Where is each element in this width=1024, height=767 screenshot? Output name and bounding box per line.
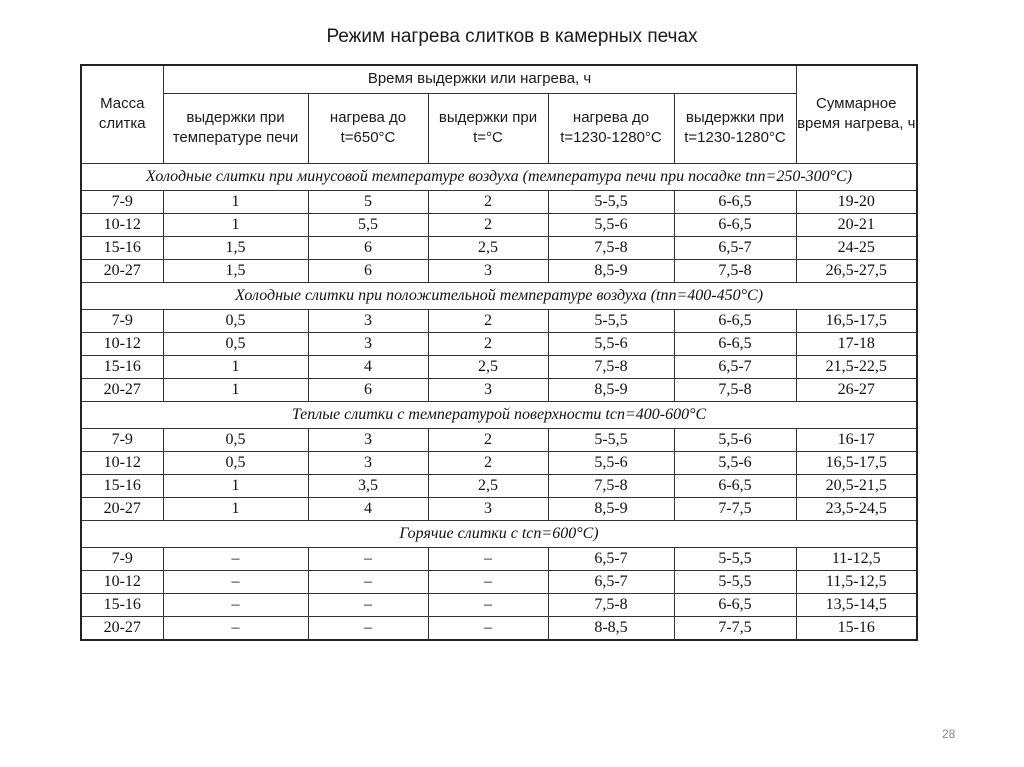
header-col-4: нагрева до t=1230-1280°С — [548, 93, 674, 163]
table-cell: 10-12 — [81, 213, 163, 236]
group-title: Холодные слитки при положительной температуре воздуха (tпп=400-450°С) — [81, 282, 917, 309]
table-cell: 7-9 — [81, 309, 163, 332]
table-cell: 1,5 — [163, 236, 308, 259]
table-cell: 10-12 — [81, 570, 163, 593]
table-cell: 10-12 — [81, 332, 163, 355]
table-cell: 7-9 — [81, 547, 163, 570]
table-cell: 1 — [163, 355, 308, 378]
table-cell: 6-6,5 — [674, 593, 796, 616]
table-cell: 5,5-6 — [674, 451, 796, 474]
table-row — [81, 497, 917, 520]
header-mass: Масса слитка — [81, 65, 163, 163]
table-row — [81, 474, 917, 497]
group-row — [81, 282, 917, 309]
table-cell: 8,5-9 — [548, 378, 674, 401]
table-cell: 5-5,5 — [674, 570, 796, 593]
table-row — [81, 332, 917, 355]
table-cell: 16,5-17,5 — [796, 309, 917, 332]
table-cell: 6,5-7 — [548, 570, 674, 593]
table-cell: 6 — [308, 259, 428, 282]
table-cell: 7-9 — [81, 190, 163, 213]
table-cell: 13,5-14,5 — [796, 593, 917, 616]
table-cell: 2,5 — [428, 474, 548, 497]
table-cell: 5-5,5 — [548, 190, 674, 213]
table-row — [81, 451, 917, 474]
table-cell: 7-9 — [81, 428, 163, 451]
header-col-1: выдержки при температуре печи — [163, 93, 308, 163]
table-cell: 17-18 — [796, 332, 917, 355]
table-cell: 16-17 — [796, 428, 917, 451]
table-cell: 0,5 — [163, 309, 308, 332]
header-col-5: выдержки при t=1230-1280°С — [674, 93, 796, 163]
table-cell: 6-6,5 — [674, 332, 796, 355]
table-cell: 3 — [308, 428, 428, 451]
table-cell: 7-7,5 — [674, 497, 796, 520]
table-cell: 5,5-6 — [548, 451, 674, 474]
table-cell: 21,5-22,5 — [796, 355, 917, 378]
group-title: Холодные слитки при минусовой температуре воздуха (температура печи при посадке tпп=250-300°С) — [81, 163, 917, 190]
table-cell: 2 — [428, 428, 548, 451]
table-cell: 2 — [428, 451, 548, 474]
table-cell: 15-16 — [81, 474, 163, 497]
group-row — [81, 163, 917, 190]
table-cell: 8-8,5 — [548, 616, 674, 640]
table-row — [81, 213, 917, 236]
table-cell: 7,5-8 — [548, 355, 674, 378]
header-total: Суммарное время нагрева, ч — [796, 65, 917, 163]
table-row — [81, 593, 917, 616]
table-cell: – — [428, 570, 548, 593]
table-cell: 16,5-17,5 — [796, 451, 917, 474]
table-cell: 15-16 — [81, 236, 163, 259]
table-cell: 15-16 — [81, 593, 163, 616]
header-col-2: нагрева до t=650°С — [308, 93, 428, 163]
table-cell: 4 — [308, 355, 428, 378]
table-row — [81, 355, 917, 378]
table-cell: 7,5-8 — [674, 259, 796, 282]
table-cell: 10-12 — [81, 451, 163, 474]
table-cell: 20,5-21,5 — [796, 474, 917, 497]
heating-table — [80, 64, 918, 641]
table-cell: 0,5 — [163, 332, 308, 355]
table-row — [81, 236, 917, 259]
group-row — [81, 401, 917, 428]
table-cell: 5-5,5 — [548, 309, 674, 332]
table-cell: 15-16 — [796, 616, 917, 640]
table-cell: 3 — [428, 259, 548, 282]
table-cell: – — [163, 570, 308, 593]
group-title: Теплые слитки с температурой поверхности tсп=400-600°С — [81, 401, 917, 428]
table-row — [81, 547, 917, 570]
table-cell: 7-7,5 — [674, 616, 796, 640]
table-cell: 24-25 — [796, 236, 917, 259]
table-cell: 15-16 — [81, 355, 163, 378]
table-cell: 1 — [163, 474, 308, 497]
table-cell: 1 — [163, 497, 308, 520]
table-cell: – — [428, 593, 548, 616]
table-cell: 3 — [308, 309, 428, 332]
table-cell: 5,5 — [308, 213, 428, 236]
table-cell: 3 — [308, 332, 428, 355]
table-cell: – — [308, 593, 428, 616]
table-row — [81, 428, 917, 451]
table-cell: 1 — [163, 213, 308, 236]
table-cell: 26-27 — [796, 378, 917, 401]
table-cell: 6 — [308, 378, 428, 401]
table-cell: 5,5-6 — [674, 428, 796, 451]
table-cell: 1 — [163, 378, 308, 401]
table-cell: 6-6,5 — [674, 309, 796, 332]
table-row — [81, 570, 917, 593]
table-cell: 8,5-9 — [548, 497, 674, 520]
table-cell: – — [428, 616, 548, 640]
table-cell: 1,5 — [163, 259, 308, 282]
table-cell: 5,5-6 — [548, 332, 674, 355]
table-cell: 3,5 — [308, 474, 428, 497]
table-cell: 4 — [308, 497, 428, 520]
table-cell: 0,5 — [163, 428, 308, 451]
table-cell: 20-21 — [796, 213, 917, 236]
table-body — [81, 163, 917, 640]
table-cell: 2 — [428, 332, 548, 355]
table-cell: 7,5-8 — [674, 378, 796, 401]
table-cell: 2,5 — [428, 355, 548, 378]
table-cell: 2 — [428, 309, 548, 332]
table-row — [81, 259, 917, 282]
page-title: Режим нагрева слитков в камерных печах — [326, 26, 698, 47]
table-cell: 0,5 — [163, 451, 308, 474]
table-cell: 5-5,5 — [548, 428, 674, 451]
table-cell: 2,5 — [428, 236, 548, 259]
table-cell: 23,5-24,5 — [796, 497, 917, 520]
table-cell: 20-27 — [81, 378, 163, 401]
table-cell: 11-12,5 — [796, 547, 917, 570]
table-cell: 26,5-27,5 — [796, 259, 917, 282]
table-cell: 2 — [428, 213, 548, 236]
header-col-3: выдержки при t=°С — [428, 93, 548, 163]
table-row — [81, 309, 917, 332]
table-cell: 19-20 — [796, 190, 917, 213]
table-cell: 5-5,5 — [674, 547, 796, 570]
table-cell: 3 — [428, 497, 548, 520]
table-cell: 11,5-12,5 — [796, 570, 917, 593]
table-cell: 20-27 — [81, 259, 163, 282]
table-cell: 8,5-9 — [548, 259, 674, 282]
table-cell: 20-27 — [81, 616, 163, 640]
table-cell: 1 — [163, 190, 308, 213]
table-cell: 5 — [308, 190, 428, 213]
table-cell: 7,5-8 — [548, 593, 674, 616]
table-cell: 3 — [308, 451, 428, 474]
table-row — [81, 616, 917, 640]
table-cell: 6 — [308, 236, 428, 259]
table-cell: 20-27 — [81, 497, 163, 520]
table-cell: 6-6,5 — [674, 474, 796, 497]
table-cell: 5,5-6 — [548, 213, 674, 236]
table-cell: 2 — [428, 190, 548, 213]
group-row — [81, 520, 917, 547]
table-cell: 6-6,5 — [674, 213, 796, 236]
table-cell: – — [308, 547, 428, 570]
table-cell: – — [163, 616, 308, 640]
table-cell: 6,5-7 — [674, 355, 796, 378]
header-time-group: Время выдержки или нагрева, ч — [163, 65, 796, 93]
table-cell: – — [308, 616, 428, 640]
page-number: 28 — [942, 727, 956, 741]
table-cell: – — [163, 547, 308, 570]
table-cell: 7,5-8 — [548, 474, 674, 497]
group-title: Горячие слитки с tсп=600°С) — [81, 520, 917, 547]
table-cell: 7,5-8 — [548, 236, 674, 259]
table-cell: 6,5-7 — [674, 236, 796, 259]
table-cell: – — [308, 570, 428, 593]
table-row — [81, 190, 917, 213]
table-cell: – — [163, 593, 308, 616]
table-cell: 6-6,5 — [674, 190, 796, 213]
table-row — [81, 378, 917, 401]
table-cell: 6,5-7 — [548, 547, 674, 570]
table-cell: 3 — [428, 378, 548, 401]
table-cell: – — [428, 547, 548, 570]
